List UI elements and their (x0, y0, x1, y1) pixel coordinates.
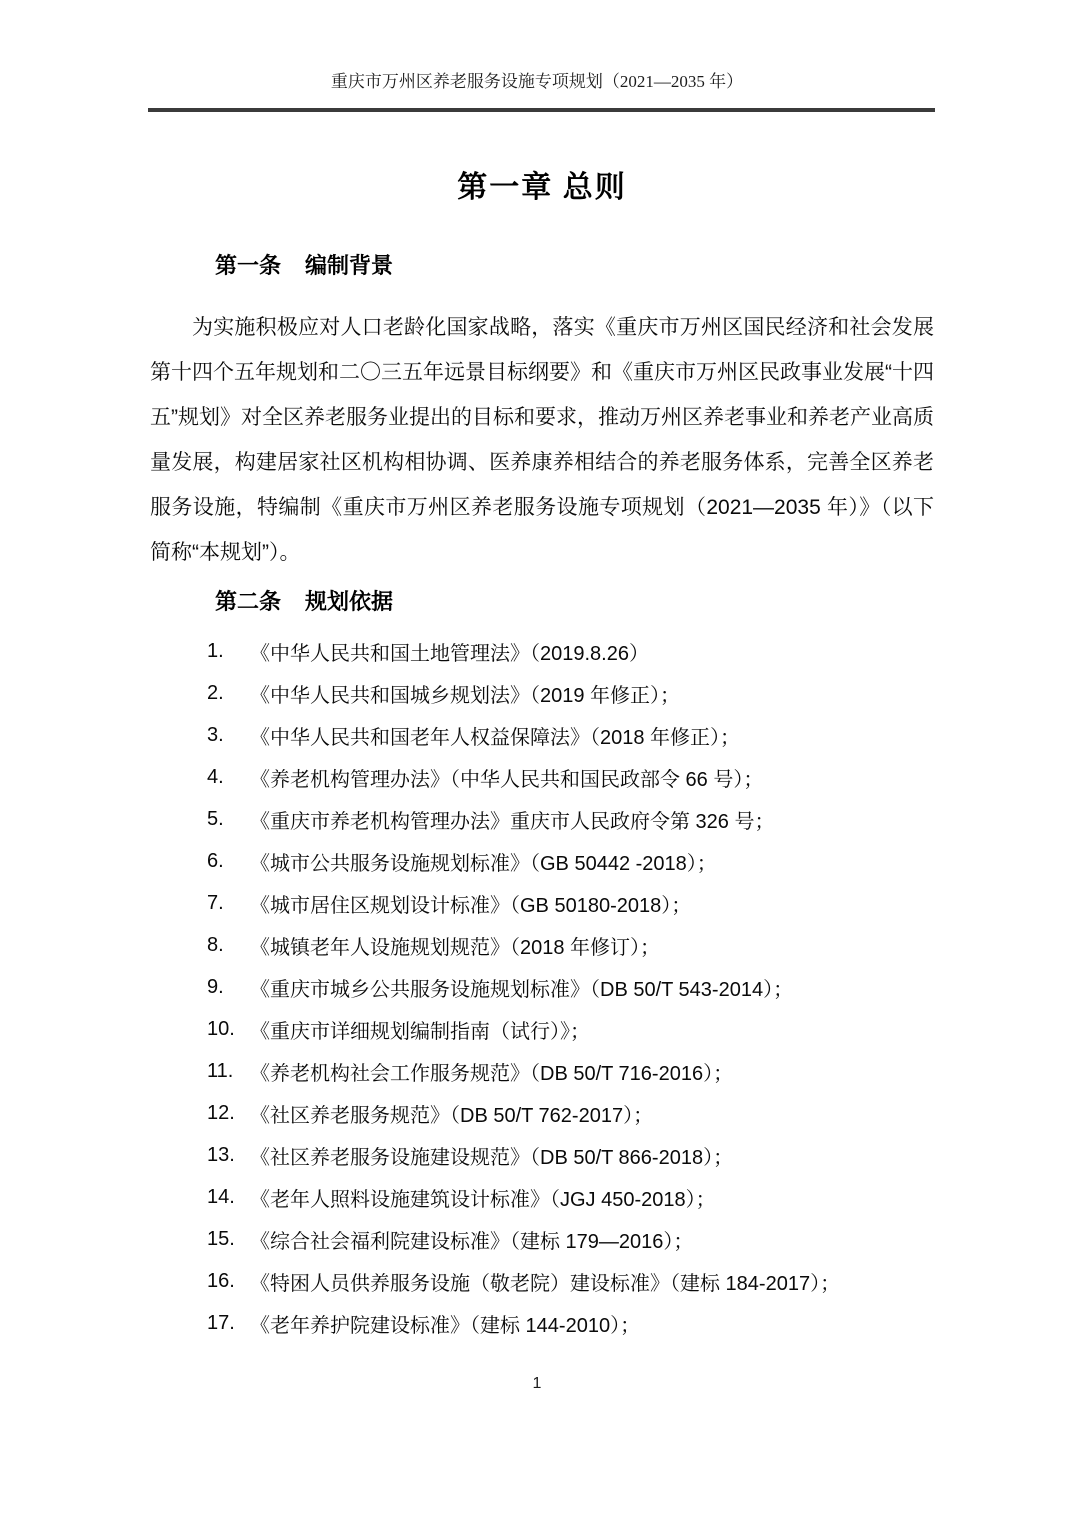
list-item (150, 882, 934, 924)
section-1-heading (215, 251, 934, 281)
list-item (150, 924, 934, 966)
list-item-text: 《老年人照料设施建筑设计标准》（JGJ 450-2018）； (250, 1188, 716, 1211)
list-item-text: 《社区养老服务设施建设规范》（DB 50/T 866-2018）； (250, 1146, 734, 1169)
list-item-text: 《综合社会福利院建设标准》（建标 179—2016）； (250, 1230, 694, 1253)
list-item (150, 1008, 934, 1050)
list-item-number: 15. (207, 1227, 235, 1250)
list-item-number: 5. (207, 807, 224, 830)
list-item-text: 《社区养老服务规范》（DB 50/T 762-2017）； (250, 1104, 654, 1127)
list-item (150, 798, 934, 840)
list-item-number: 14. (207, 1185, 235, 1208)
list-item-number: 6. (207, 849, 224, 872)
list-item-text: 《特困人员供养服务设施（敬老院）建设标准》（建标 184-2017）； (250, 1272, 841, 1295)
list-item-number: 1. (207, 639, 224, 662)
list-item (150, 714, 934, 756)
list-item-text: 《重庆市城乡公共服务设施规划标准》（DB 50/T 543-2014）； (250, 978, 794, 1001)
list-item-number: 8. (207, 933, 224, 956)
list-item-text: 《城市居住区规划设计标准》（GB 50180-2018）； (250, 894, 692, 917)
list-item (150, 1302, 934, 1344)
list-item-number: 17. (207, 1311, 235, 1334)
list-item (150, 1218, 934, 1260)
list-item-number: 2. (207, 681, 224, 704)
section-2-heading (215, 587, 934, 617)
list-item (150, 756, 934, 798)
list-item-text: 《中华人民共和国土地管理法》（2019.8.26） (250, 642, 649, 665)
list-item (150, 1260, 934, 1302)
header-rule (148, 108, 935, 112)
list-item-text: 《老年养护院建设标准》（建标 144-2010）； (250, 1314, 641, 1337)
list-item-number: 10. (207, 1017, 235, 1040)
page-number: 1 (532, 1375, 542, 1392)
section-1-title: 编制背景 (305, 253, 394, 278)
list-item-number: 3. (207, 723, 224, 746)
section-1-number: 第一条 (215, 253, 282, 278)
list-item (150, 966, 934, 1008)
list-item-number: 13. (207, 1143, 235, 1166)
list-item-text: 《城镇老年人设施规划规范》（2018 年修订）； (250, 936, 661, 959)
list-item-number: 7. (207, 891, 224, 914)
list-item-text: 《重庆市详细规划编制指南（试行）》； (250, 1020, 590, 1043)
list-item-text: 《重庆市养老机构管理办法》重庆市人民政府令第 326 号； (250, 810, 775, 833)
list-item (150, 1050, 934, 1092)
list-item-text: 《养老机构管理办法》（中华人民共和国民政部令 66 号）； (250, 768, 764, 791)
planning-basis-list (150, 630, 934, 1344)
section-1-paragraph: 为实施积极应对人口老龄化国家战略，落实《重庆市万州区国民经济和社会发展第十四个五年规划和二〇三五年远景目标纲要》和《重庆市万州区民政事业发展“十四五”规划》对全区养老服务业提出的目标和要求，推动万州区养老事业和养老产业高质量发展，构建居家社区机构相协调、医养康养相结合的养老服务体系，完善全区养老服务设施，特编制《重庆市万州区养老服务设施专项规划（2021—2035 年）》（以下简称“本规划”）。 (150, 316, 934, 564)
running-header: 重庆市万州区养老服务设施专项规划（2021—2035 年） (330, 72, 744, 91)
list-item-text: 《养老机构社会工作服务规范》（DB 50/T 716-2016）； (250, 1062, 734, 1085)
list-item-text: 《中华人民共和国老年人权益保障法》（2018 年修正）； (250, 726, 741, 749)
chapter-title: 第一章 总则 (457, 171, 627, 204)
document-content (150, 168, 934, 1344)
list-item-text: 《城市公共服务设施规划标准》（GB 50442 -2018）； (250, 852, 717, 875)
list-item (150, 1176, 934, 1218)
list-item-number: 16. (207, 1269, 235, 1292)
list-item (150, 1092, 934, 1134)
list-item (150, 1134, 934, 1176)
section-2-title: 规划依据 (305, 589, 394, 614)
list-item-number: 11. (207, 1059, 234, 1082)
list-item-number: 12. (207, 1101, 235, 1124)
section-2-number: 第二条 (215, 589, 282, 614)
list-item (150, 630, 934, 672)
list-item-number: 4. (207, 765, 224, 788)
list-item (150, 672, 934, 714)
list-item (150, 840, 934, 882)
list-item-text: 《中华人民共和国城乡规划法》（2019 年修正）； (250, 684, 681, 707)
list-item-number: 9. (207, 975, 224, 998)
